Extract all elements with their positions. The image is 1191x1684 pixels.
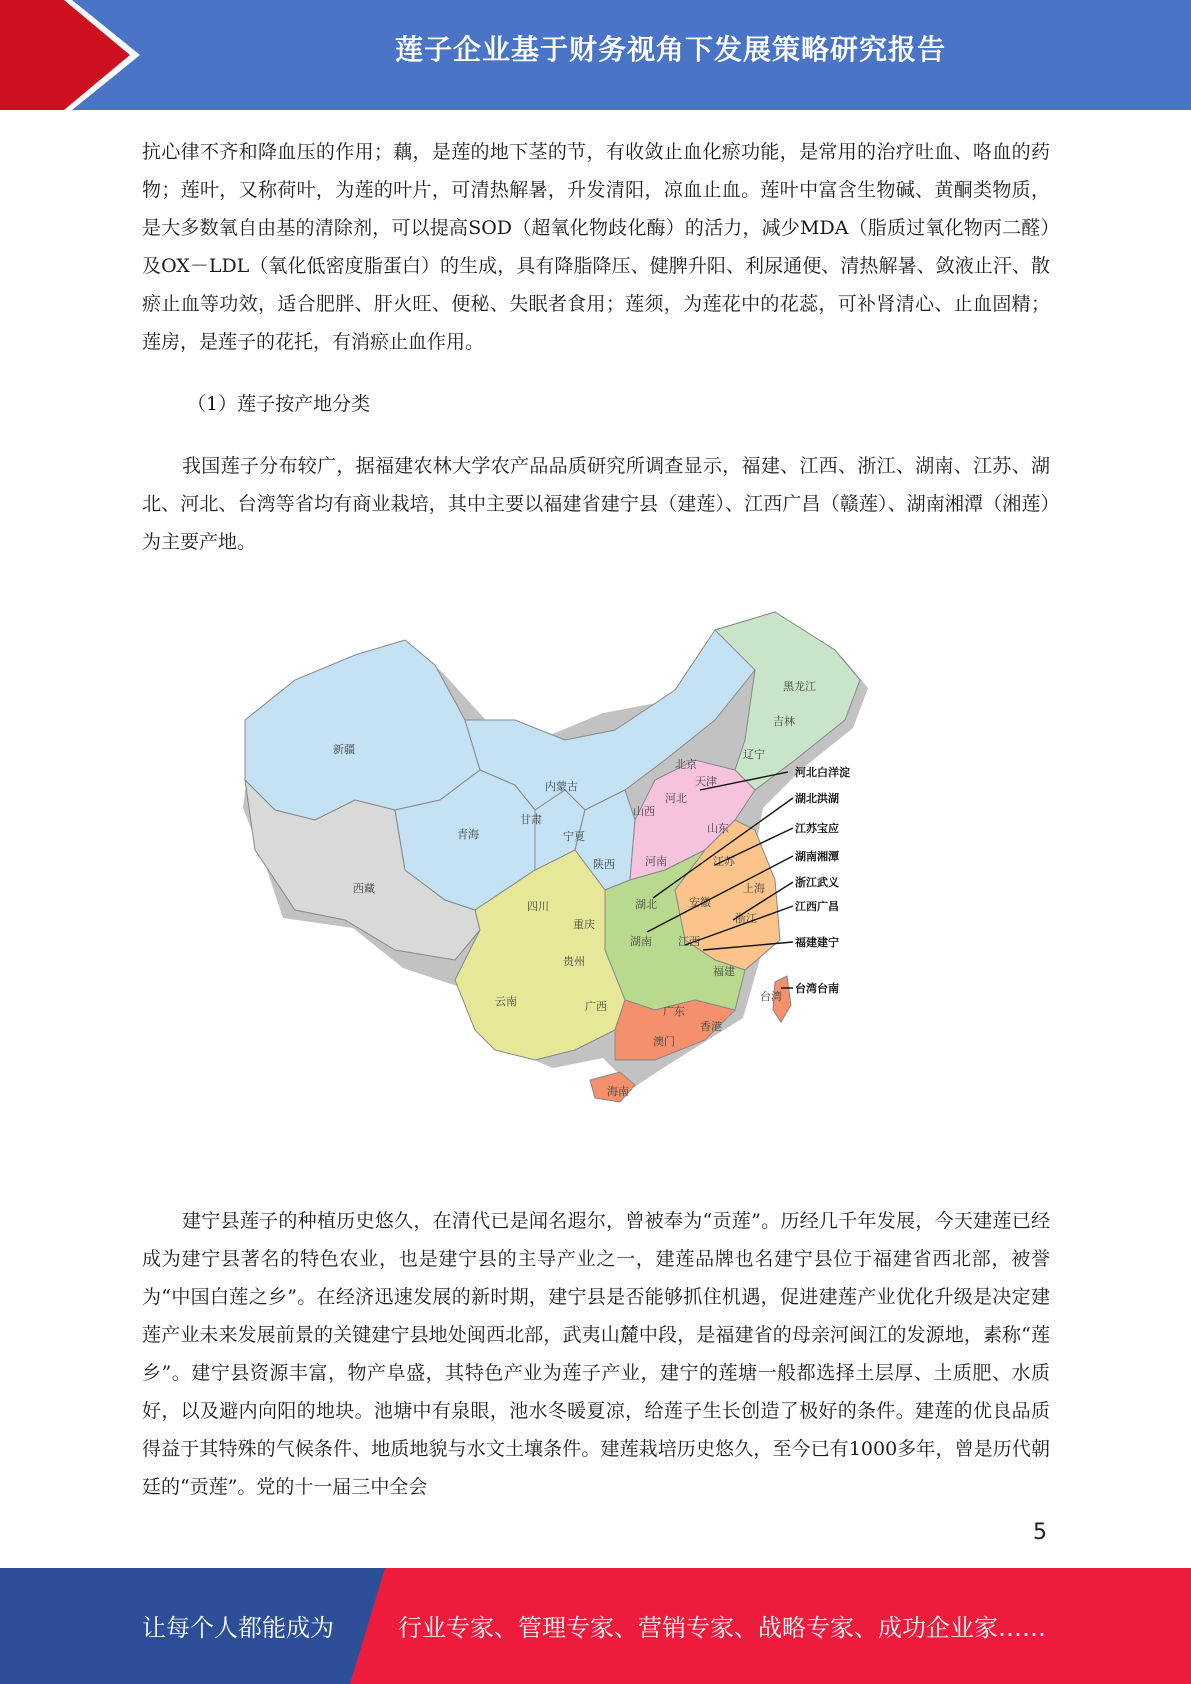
label-hunan: 湖南 — [630, 935, 652, 948]
label-liaoning: 辽宁 — [743, 748, 765, 761]
callout-hebei-baiyangdian: 河北白洋淀 — [795, 766, 850, 779]
paragraph-1: 抗心律不齐和降血压的作用；藕，是莲的地下茎的节，有收敛止血化瘀功能，是常用的治疗吐血、咯血的药物；莲叶，又称荷叶，为莲的叶片，可清热解暑，升发清阳，凉血止血。莲叶中富含生物碱、黄酮类物质，是大多数氧自由基的清除剂，可以提高SOD（超氧化物歧化酶）的活力，减少MDA（脂质过氧化物丙二醛）及OX－LDL（氧化低密度脂蛋白）的生成，具有降脂降压、健脾升阳、利尿通便、清热解暑、敛液止汗、散瘀止血等功效，适合肥胖、肝火旺、便秘、失眠者食用；莲须，为莲花中的花蕊，可补肾清心、止血固精；莲房，是莲子的花托，有消瘀止血作用。 — [142, 141, 1050, 353]
label-gansu: 甘肃 — [520, 813, 542, 826]
label-guangxi: 广西 — [585, 1000, 607, 1013]
label-macau: 澳门 — [653, 1035, 675, 1048]
label-xizang: 西藏 — [353, 882, 375, 895]
label-guizhou: 贵州 — [563, 955, 585, 968]
footer-slogan-right: 行业专家、管理专家、营销专家、战略专家、成功企业家…… — [398, 1614, 1046, 1642]
paragraph-2: 我国莲子分布较广，据福建农林大学农产品品质研究所调查显示，福建、江西、浙江、湖南、江苏、湖北、河北、台湾等省均有商业栽培，其中主要以福建省建宁县（建莲）、江西广昌（赣莲）、湖南湘潭（湘莲）为主要产地。 — [142, 455, 1050, 553]
label-zhejiang: 浙江 — [735, 912, 757, 925]
label-beijing: 北京 — [675, 758, 697, 771]
label-shaanxi: 陕西 — [593, 858, 615, 871]
label-shanghai: 上海 — [743, 882, 765, 895]
label-neimenggu: 内蒙古 — [545, 780, 578, 793]
label-jiangsu: 江苏 — [713, 855, 735, 868]
label-jilin: 吉林 — [773, 715, 795, 728]
label-tianjin: 天津 — [695, 775, 717, 788]
callout-fujian-jianning: 福建建宁 — [795, 936, 839, 949]
label-shanxi: 山西 — [633, 805, 655, 818]
page-header — [0, 0, 1191, 110]
header-chevron-decoration — [0, 0, 160, 110]
callout-zhejiang-wuyi: 浙江武义 — [795, 876, 839, 889]
label-chongqing: 重庆 — [573, 918, 595, 931]
label-yunnan: 云南 — [495, 995, 517, 1008]
label-hubei: 湖北 — [635, 898, 657, 911]
label-sichuan: 四川 — [527, 900, 549, 913]
label-shandong: 山东 — [707, 822, 729, 835]
label-fujian: 福建 — [713, 965, 735, 978]
label-ningxia: 宁夏 — [563, 830, 585, 843]
page-footer — [0, 1568, 1191, 1684]
section-heading: （1）莲子按产地分类 — [187, 393, 371, 415]
label-jiangxi: 江西 — [678, 935, 700, 948]
label-anhui: 安徽 — [689, 896, 711, 909]
label-henan: 河南 — [645, 855, 667, 868]
label-taiwan: 台湾 — [760, 990, 782, 1003]
region-xinjiang — [245, 640, 480, 820]
callout-taiwan-tainan: 台湾台南 — [795, 982, 839, 995]
label-hainan: 海南 — [607, 1085, 629, 1098]
footer-slogan-left: 让每个人都能成为 — [142, 1614, 334, 1642]
china-lotus-map — [235, 610, 955, 1160]
map-svg — [235, 610, 955, 1160]
label-hongkong: 香港 — [700, 1020, 722, 1033]
callout-jiangsu-baoying: 江苏宝应 — [795, 822, 839, 835]
page-number: 5 — [1033, 1520, 1047, 1545]
label-guangdong: 广东 — [663, 1005, 685, 1018]
label-qinghai: 青海 — [457, 828, 479, 841]
paragraph-3: 建宁县莲子的种植历史悠久，在清代已是闻名遐尔，曾被奉为“贡莲”。历经几千年发展，今天建莲已经成为建宁县著名的特色农业，也是建宁县的主导产业之一，建莲品牌也名建宁县位于福建省西北部，被誉为“中国白莲之乡”。在经济迅速发展的新时期，建宁县是否能够抓住机遇，促进建莲产业优化升级是决定建莲产业未来发展前景的关键建宁县地处闽西北部，武夷山麓中段，是福建省的母亲河闽江的发源地，素称“莲乡”。建宁县资源丰富，物产阜盛，其特色产业为莲子产业，建宁的莲塘一般都选择土层厚、土质肥、水质好，以及避内向阳的地块。池塘中有泉眼，池水冬暖夏凉，给莲子生长创造了极好的条件。建莲的优良品质得益于其特殊的气候条件、地质地貌与水文土壤条件。建莲栽培历史悠久，至今已有1000多年，曾是历代朝廷的“贡莲”。党的十一届三中全会 — [142, 1210, 1050, 1498]
report-title: 莲子企业基于财务视角下发展策略研究报告 — [394, 33, 946, 66]
label-hebei: 河北 — [665, 792, 687, 805]
label-xinjiang: 新疆 — [333, 743, 355, 756]
label-heilongjiang: 黑龙江 — [783, 680, 816, 693]
callout-hubei-honghu: 湖北洪湖 — [795, 792, 839, 805]
callout-jiangxi-guangchang: 江西广昌 — [795, 900, 839, 913]
callout-hunan-xiangtan: 湖南湘潭 — [795, 850, 839, 863]
